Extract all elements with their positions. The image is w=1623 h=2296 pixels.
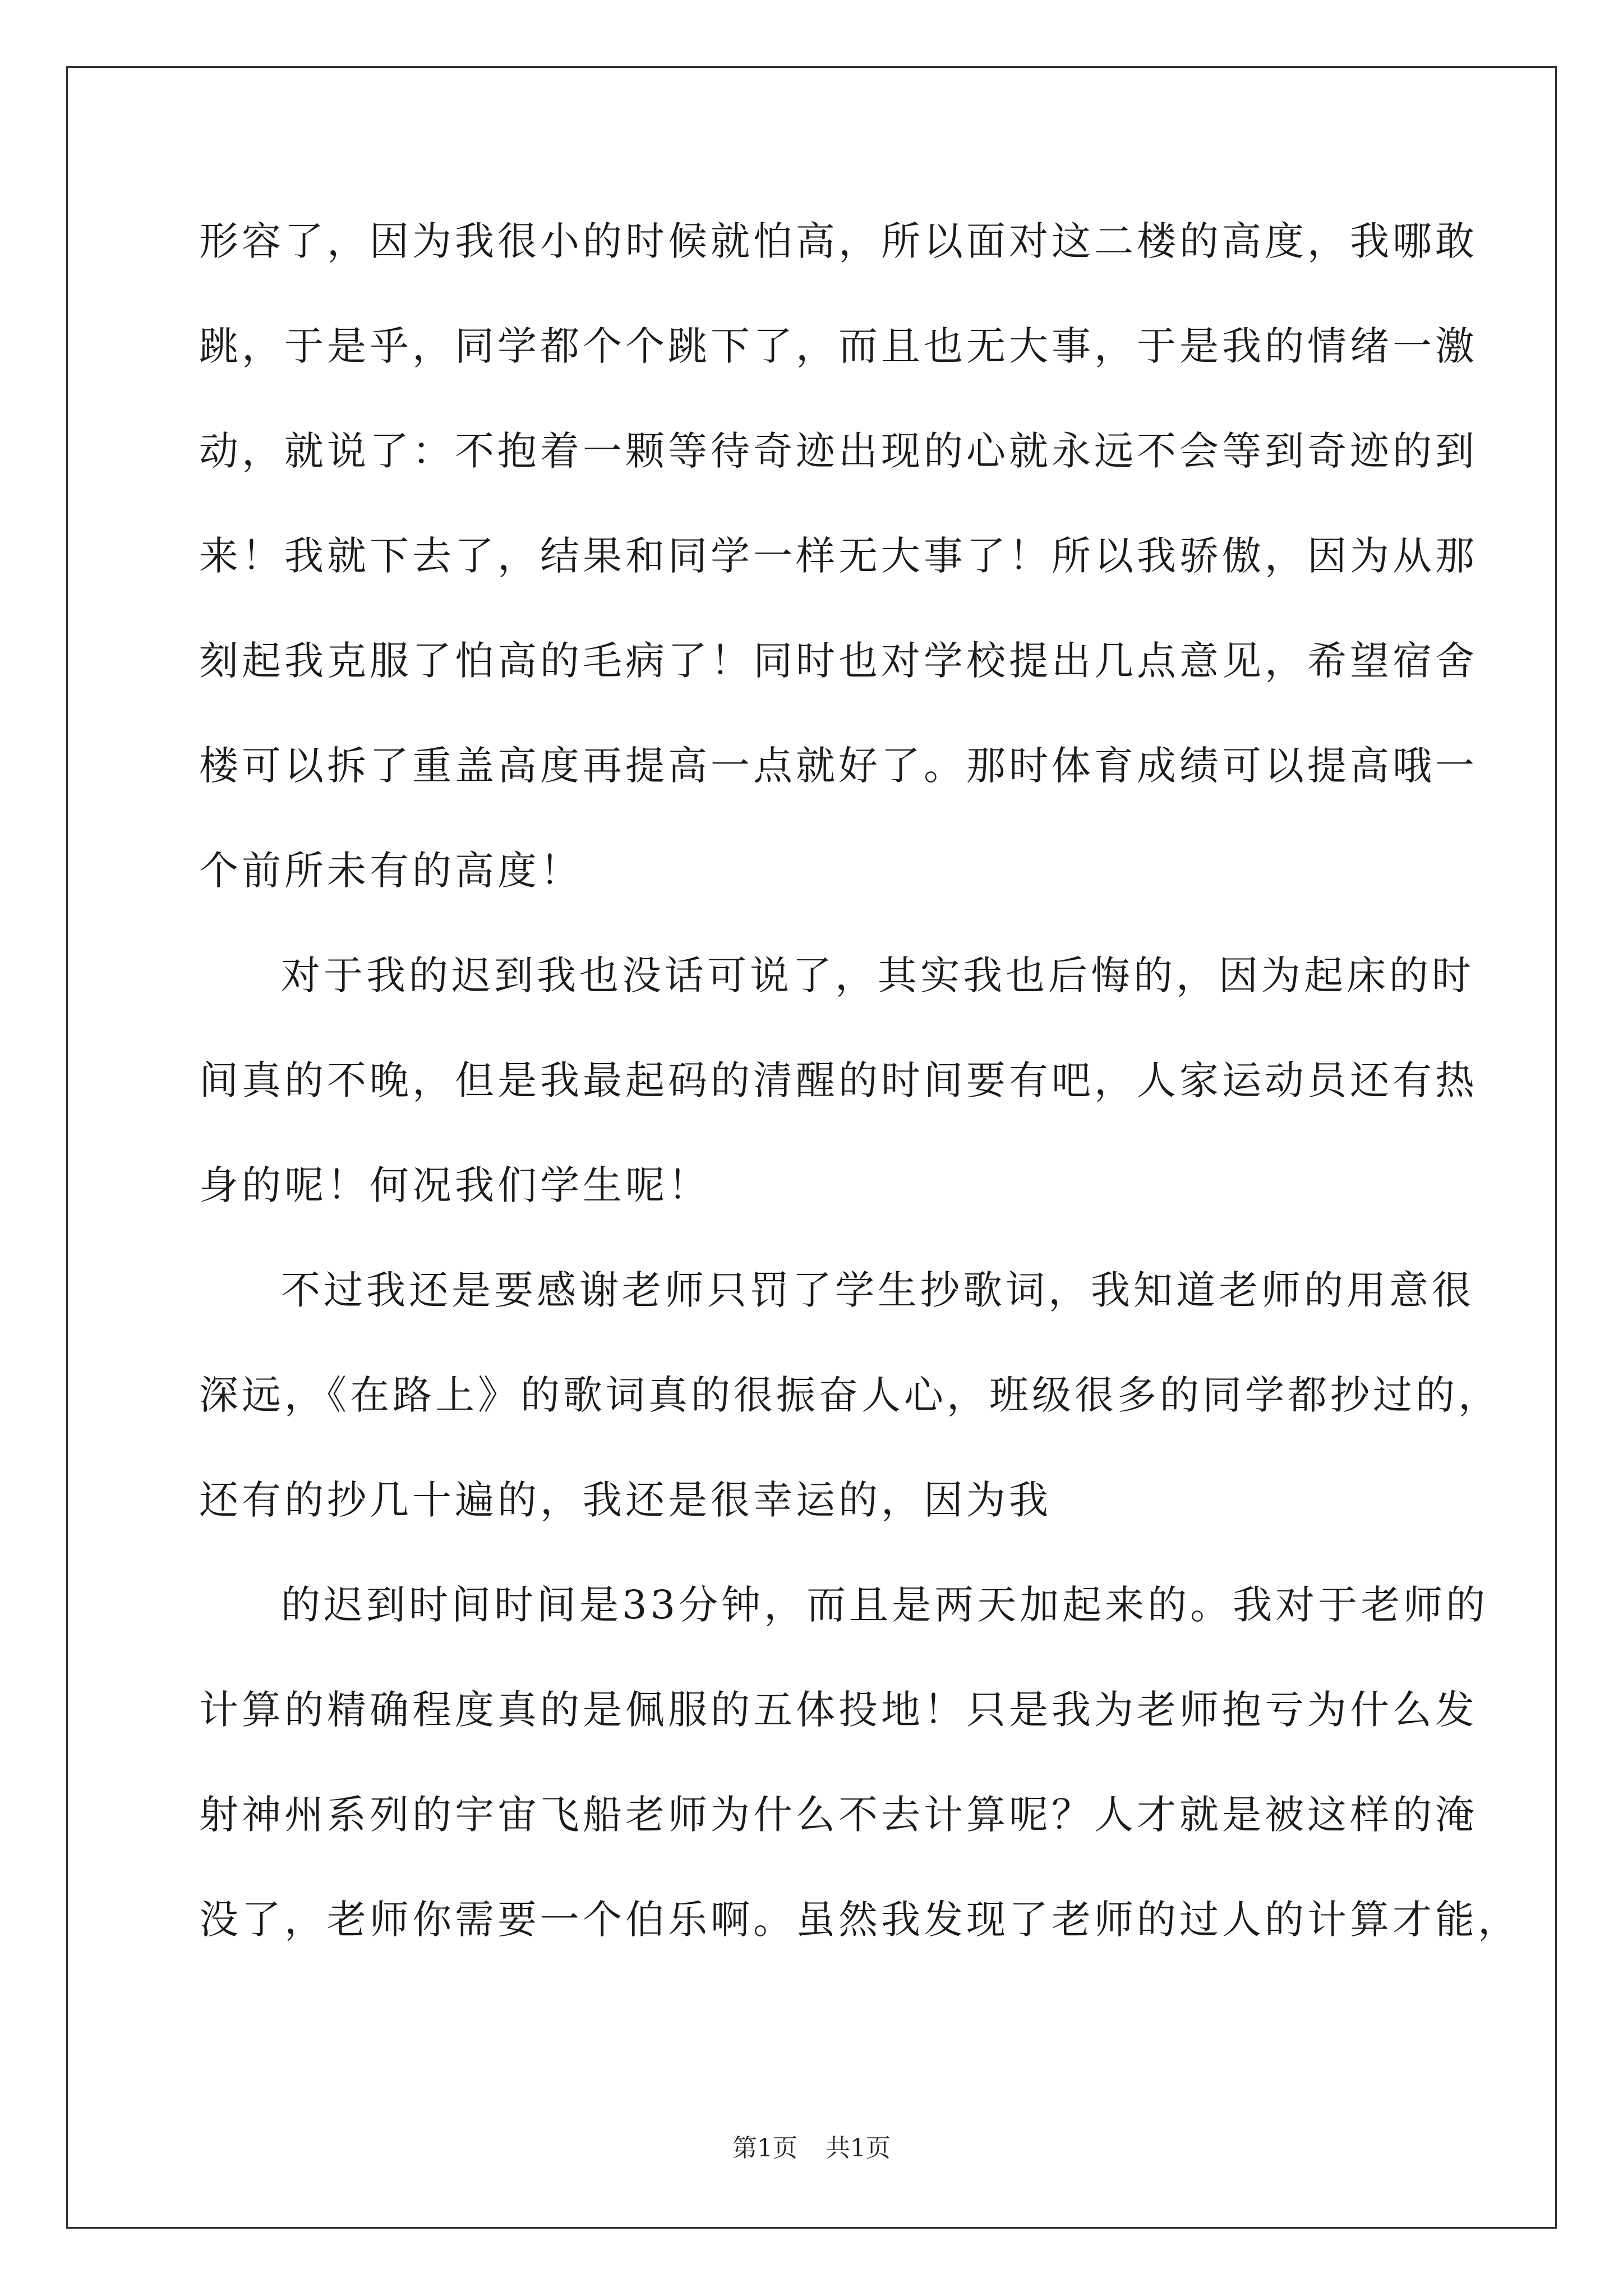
text-line: 还有的抄几十遍的，我还是很幸运的，因为我 (199, 1477, 1052, 1523)
paragraph-1 (199, 199, 1478, 933)
text-line: 动，就说了：不抱着一颗等待奇迹出现的心就永远不会等到奇迹的到 (199, 428, 1478, 474)
text-line: 的迟到时间时间是33分钟，而且是两天加起来的。我对于老师的 (281, 1582, 1489, 1628)
text-line: 刻起我克服了怕高的毛病了！同时也对学校提出几点意见，希望宿舍 (199, 638, 1478, 684)
text-line: 间真的不晚，但是我最起码的清醒的时间要有吧，人家运动员还有热 (199, 1057, 1478, 1103)
paragraph-4 (199, 1563, 1520, 1982)
text-line: 深远，《在路上》的歌词真的很振奋人心，班级很多的同学都抄过的， (199, 1372, 1501, 1418)
page-number-current: 第1页 (732, 2134, 797, 2162)
document-body (199, 199, 1520, 1982)
text-line: 对于我的迟到我也没话可说了，其实我也后悔的，因为起床的时 (281, 953, 1474, 999)
text-line: 形容了，因为我很小的时候就怕高，所以面对这二楼的高度，我哪敢 (199, 218, 1478, 264)
text-line: 身的呢！何况我们学生呢！ (199, 1162, 711, 1208)
text-line: 计算的精确程度真的是佩服的五体投地！只是我为老师抱亏为什么发 (199, 1687, 1478, 1733)
text-line: 楼可以拆了重盖高度再提高一点就好了。那时体育成绩可以提高哦一 (199, 743, 1478, 789)
paragraph-2 (199, 933, 1478, 1248)
text-line: 跳，于是乎，同学都个个跳下了，而且也无大事，于是我的情绪一激 (199, 323, 1478, 369)
text-line: 个前所未有的高度！ (199, 848, 583, 894)
text-line: 来！我就下去了，结果和同学一样无大事了！所以我骄傲，因为从那 (199, 533, 1478, 579)
text-line: 不过我还是要感谢老师只罚了学生抄歌词，我知道老师的用意很 (281, 1267, 1474, 1313)
text-line: 没了，老师你需要一个伯乐啊。虽然我发现了老师的过人的计算才能， (199, 1897, 1520, 1943)
text-line: 射神州系列的宇宙飞船老师为什么不去计算呢？人才就是被这样的淹 (199, 1792, 1478, 1838)
page-number-total: 共1页 (826, 2134, 891, 2162)
paragraph-3 (199, 1248, 1501, 1563)
page-footer (0, 2132, 1623, 2165)
